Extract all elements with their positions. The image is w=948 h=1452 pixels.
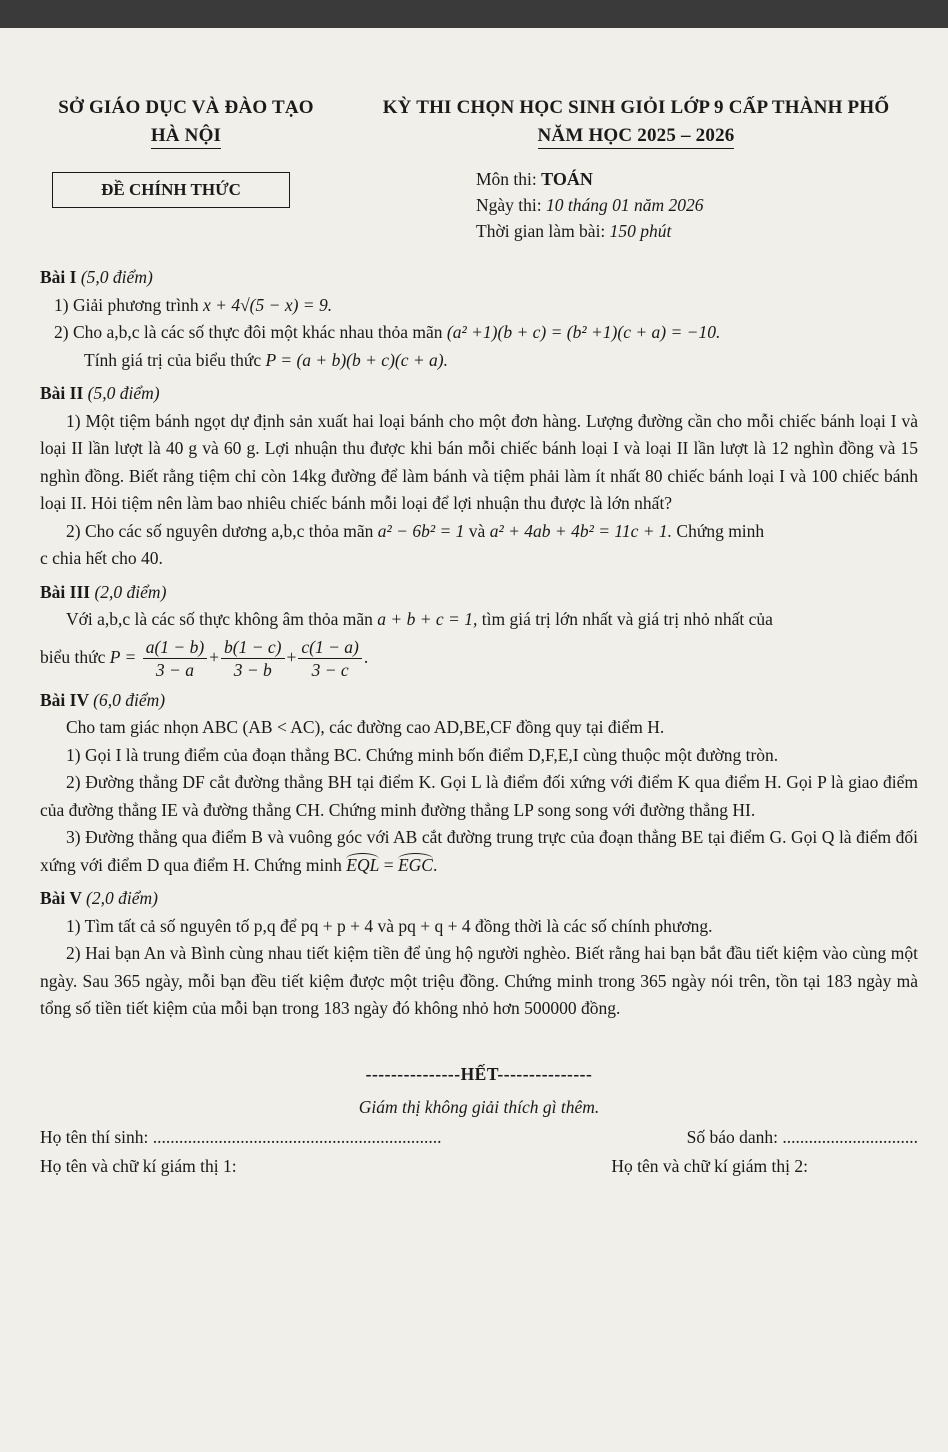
s1-question-1: 1) Giải phương trình x + 4√(5 − x) = 9. [54,294,333,315]
s4-question-2: 2) Đường thẳng DF cắt đường thẳng BH tại điểm K. Gọi L là điểm đối xứng với điểm K qua điểm H. Gọi P là giao điểm của đường thẳng IE và đường thẳng CH. Chứng minh đường thẳng LP song song với đường thẳng HI. [40,772,918,820]
proctor-note: Giám thị không giải thích gì thêm. [358,1097,600,1118]
s2-question-2-line2: c chia hết cho 40. [40,548,163,568]
s3-question: Với a,b,c là các số thực không âm thỏa mãn a + b + c = 1, tìm giá trị lớn nhất và giá trị nhỏ nhất của [66,609,773,629]
header-left [38,94,334,150]
section-4-title: Bài IV (6,0 điểm) [40,689,166,710]
supervisor-2-field: Họ tên và chữ kí giám thị 2: [611,1156,808,1177]
candidate-row [40,1124,918,1152]
s4-question-3: 3) Đường thẳng qua điểm B và vuông góc với AB cắt đường trung trực của đoạn thẳng BE tại điểm G. Gọi Q là điểm đối xứng với điểm D qua điểm H. Chứng minh EQL = EGC. [40,827,918,875]
s5-question-1: 1) Tìm tất cả số nguyên tố p,q để pq + p + 4 và pq + q + 4 đồng thời là các số chính phương. [66,915,713,936]
exam-duration: 150 phút [609,221,672,241]
s4-intro: Cho tam giác nhọn ABC (AB < AC), các đường cao AD,BE,CF đồng quy tại điểm H. [66,717,665,738]
department-name: SỞ GIÁO DỤC VÀ ĐÀO TẠO [58,97,314,118]
s4-question-1: 1) Gọi I là trung điểm của đoạn thẳng BC. Chứng minh bốn điểm D,F,E,I cùng thuộc một đường tròn. [66,744,779,765]
section-2-title: Bài II (5,0 điểm) [40,383,160,403]
s3-expression: biểu thức P = $\frac{a(1 - b)}{3 - a}$ + $\frac{b(1 - c)}{3 - b}$ + $\frac{c(1 - a)}{3 - c}$ . [40,636,369,680]
s1-question-2-line2: Tính giá trị của biểu thức P = (a + b)(b + c)(c + a). [84,349,449,370]
section-3-title: Bài III (2,0 điểm) [40,581,167,602]
subject: TOÁN [541,169,593,189]
candidate-number-field: Số báo danh: ............................... [686,1126,918,1147]
school-year: NĂM HỌC 2025 – 2026 [538,124,735,149]
exam-date: 10 tháng 01 năm 2026 [546,195,704,215]
s5-question-2: 2) Hai bạn An và Bình cùng nhau tiết kiệm tiền để ủng hộ người nghèo. Biết rằng hai bạn bắt đầu tiết kiệm vào cùng một ngày. Sau 365 ngày, mỗi bạn đều tiết kiệm được một triệu đồng. Chứng minh trong 365 ngày nói trên, tồn tại 183 ngày mà tổng số tiền tiết kiệm của mỗi bạn trong 183 ngày đó không nhỏ hơn 500000 đồng. [40,943,918,1019]
supervisor-1-field: Họ tên và chữ kí giám thị 1: [40,1156,237,1177]
s2-question-2: 2) Cho các số nguyên dương a,b,c thỏa mãn a² − 6b² = 1 và a² + 4ab + 4b² = 11c + 1. Chứng minh [66,520,765,541]
section-1-title: Bài I (5,0 điểm) [40,267,153,287]
supervisor-row [40,1153,918,1181]
exam-meta: Môn thi: TOÁN Ngày thi: 10 tháng 01 năm 2026 Thời gian làm bài: 150 phút [476,169,704,241]
s2-question-1: 1) Một tiệm bánh ngọt dự định sản xuất hai loại bánh cho một đơn hàng. Lượng đường cần cho mỗi chiếc bánh loại I và loại II lần lượt là 40 g và 60 g. Lợi nhuận thu được khi bán mỗi chiếc bánh loại I và loại II lần lượt là 12 nghìn đồng và 15 nghìn đồng. Biết rằng tiệm chỉ còn 14kg đường để làm bánh và tiệm phải làm ít nhất 80 chiếc bánh loại I và 100 chiếc bánh loại II. Hỏi tiệm nên làm bao nhiêu chiếc bánh mỗi loại để lợi nhuận thu được là lớn nhất? [40,410,918,513]
exam-content [40,258,918,1181]
header [38,94,918,150]
city-name: HÀ NỘI [151,124,221,149]
section-5-title: Bài V (2,0 điểm) [40,888,158,909]
header-right [354,94,918,150]
candidate-name-field: Họ tên thí sinh: .................................................................. [40,1126,442,1147]
official-badge: ĐỀ CHÍNH THỨC [52,172,290,208]
end-marker: ---------------HẾT--------------- [365,1063,593,1084]
exam-name: KỲ THI CHỌN HỌC SINH GIỎI LỚP 9 CẤP THÀNH PHỐ [382,97,890,118]
s1-question-2: 2) Cho a,b,c là các số thực đôi một khác nhau thỏa mãn (a² +1)(b + c) = (b² +1)(c + a) = −10. [54,322,721,342]
